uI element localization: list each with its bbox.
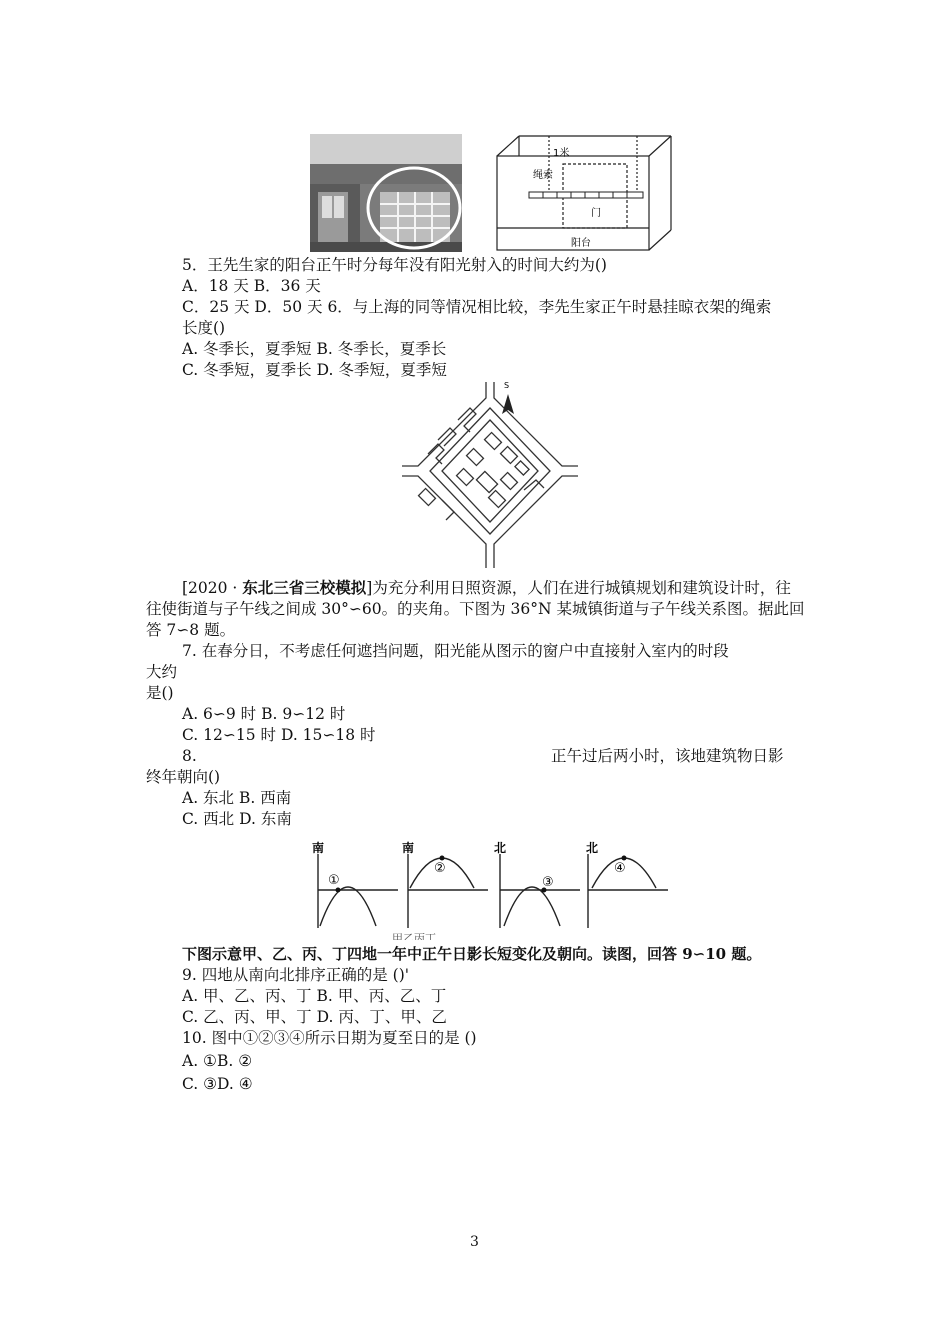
intro-line-3: 答 7∽8 题。	[146, 621, 236, 639]
q7-options-ab: A. 6∽9 时 B. 9∽12 时	[182, 705, 346, 723]
shadow-charts	[308, 838, 680, 940]
chart1-marker: ①	[328, 873, 340, 888]
shadow-caption-fragment: 甲乙丙丁	[392, 932, 436, 940]
intro-source: 东北三省三校模拟	[242, 578, 367, 597]
q7-options-cd: C. 12∽15 时 D. 15∽18 时	[182, 726, 376, 744]
chart3-direction: 北	[494, 841, 507, 855]
balcony-diagram	[495, 134, 675, 254]
north-label: S	[504, 381, 510, 390]
chart1-direction: 南	[312, 841, 325, 855]
street-map	[398, 380, 580, 570]
q10-text: 10. 图中①②③④所示日期为夏至日的是 ()	[182, 1029, 477, 1047]
q6-cont: 长度()	[182, 319, 226, 337]
intro2-text: 下图示意甲、乙、丙、丁四地一年中正午日影长短变化及朝向。读图，回答 9∽10 题。	[182, 945, 762, 963]
q8-options-ab: A. 东北 B. 西南	[182, 789, 292, 807]
q6-options-ab: A. 冬季长，夏季短 B. 冬季长，夏季长	[182, 340, 447, 358]
label-door: 门	[591, 208, 601, 219]
q9-options-ab: A. 甲、乙、丙、丁 B. 甲、丙、乙、丁	[182, 987, 447, 1005]
chart2-direction: 南	[402, 841, 415, 855]
label-rope: 绳索	[533, 170, 553, 181]
q5-options-ab: A．18 天 B．36 天	[182, 277, 321, 295]
q8-number: 8.	[182, 747, 197, 765]
chart4-direction: 北	[586, 841, 599, 855]
q7-text: 7. 在春分日，不考虑任何遮挡问题，阳光能从图示的窗户中直接射入室内的时段	[182, 642, 729, 660]
q10-options-cd: C. ③D. ④	[182, 1075, 253, 1093]
chart3-marker: ③	[542, 875, 554, 890]
intro-prefix: [2020 ·	[182, 579, 243, 597]
building-photo	[310, 134, 462, 252]
q9-text: 9. 四地从南向北排序正确的是 ()'	[182, 966, 409, 984]
q7-cont-1: 大约	[146, 663, 178, 681]
intro-line-2: 往使街道与子午线之间成 30°∽60。的夹角。下图为 36°N 某城镇街道与子午线关系图。据此回	[146, 600, 805, 618]
q8-options-cd: C. 西北 D. 东南	[182, 810, 292, 828]
page-number: 3	[470, 1234, 479, 1250]
q8-text: 正午过后两小时，该地建筑物日影	[551, 747, 784, 765]
label-balcony: 阳台	[571, 238, 591, 249]
chart4-marker: ④	[614, 861, 626, 876]
q5-options-cd-q6: C．25 天 D．50 天 6．与上海的同等情况相比较，李先生家正午时悬挂晾衣架的绳索	[182, 298, 772, 316]
q5-text: 5．王先生家的阳台正午时分每年没有阳光射入的时间大约为()	[182, 256, 607, 274]
q10-options-ab: A. ①B. ②	[182, 1052, 253, 1070]
intro-line-1	[182, 578, 791, 598]
intro-rest: ]为充分利用日照资源，人们在进行城镇规划和建筑设计时，往	[366, 579, 791, 597]
chart2-marker: ②	[434, 861, 446, 876]
q6-options-cd: C. 冬季短，夏季长 D. 冬季短，夏季短	[182, 361, 447, 379]
q8-cont: 终年朝向()	[146, 768, 221, 786]
q7-cont-2: 是()	[146, 684, 174, 702]
label-1m: 1米	[553, 148, 570, 159]
q9-options-cd: C. 乙、丙、甲、丁 D. 丙、丁、甲、乙	[182, 1008, 447, 1026]
